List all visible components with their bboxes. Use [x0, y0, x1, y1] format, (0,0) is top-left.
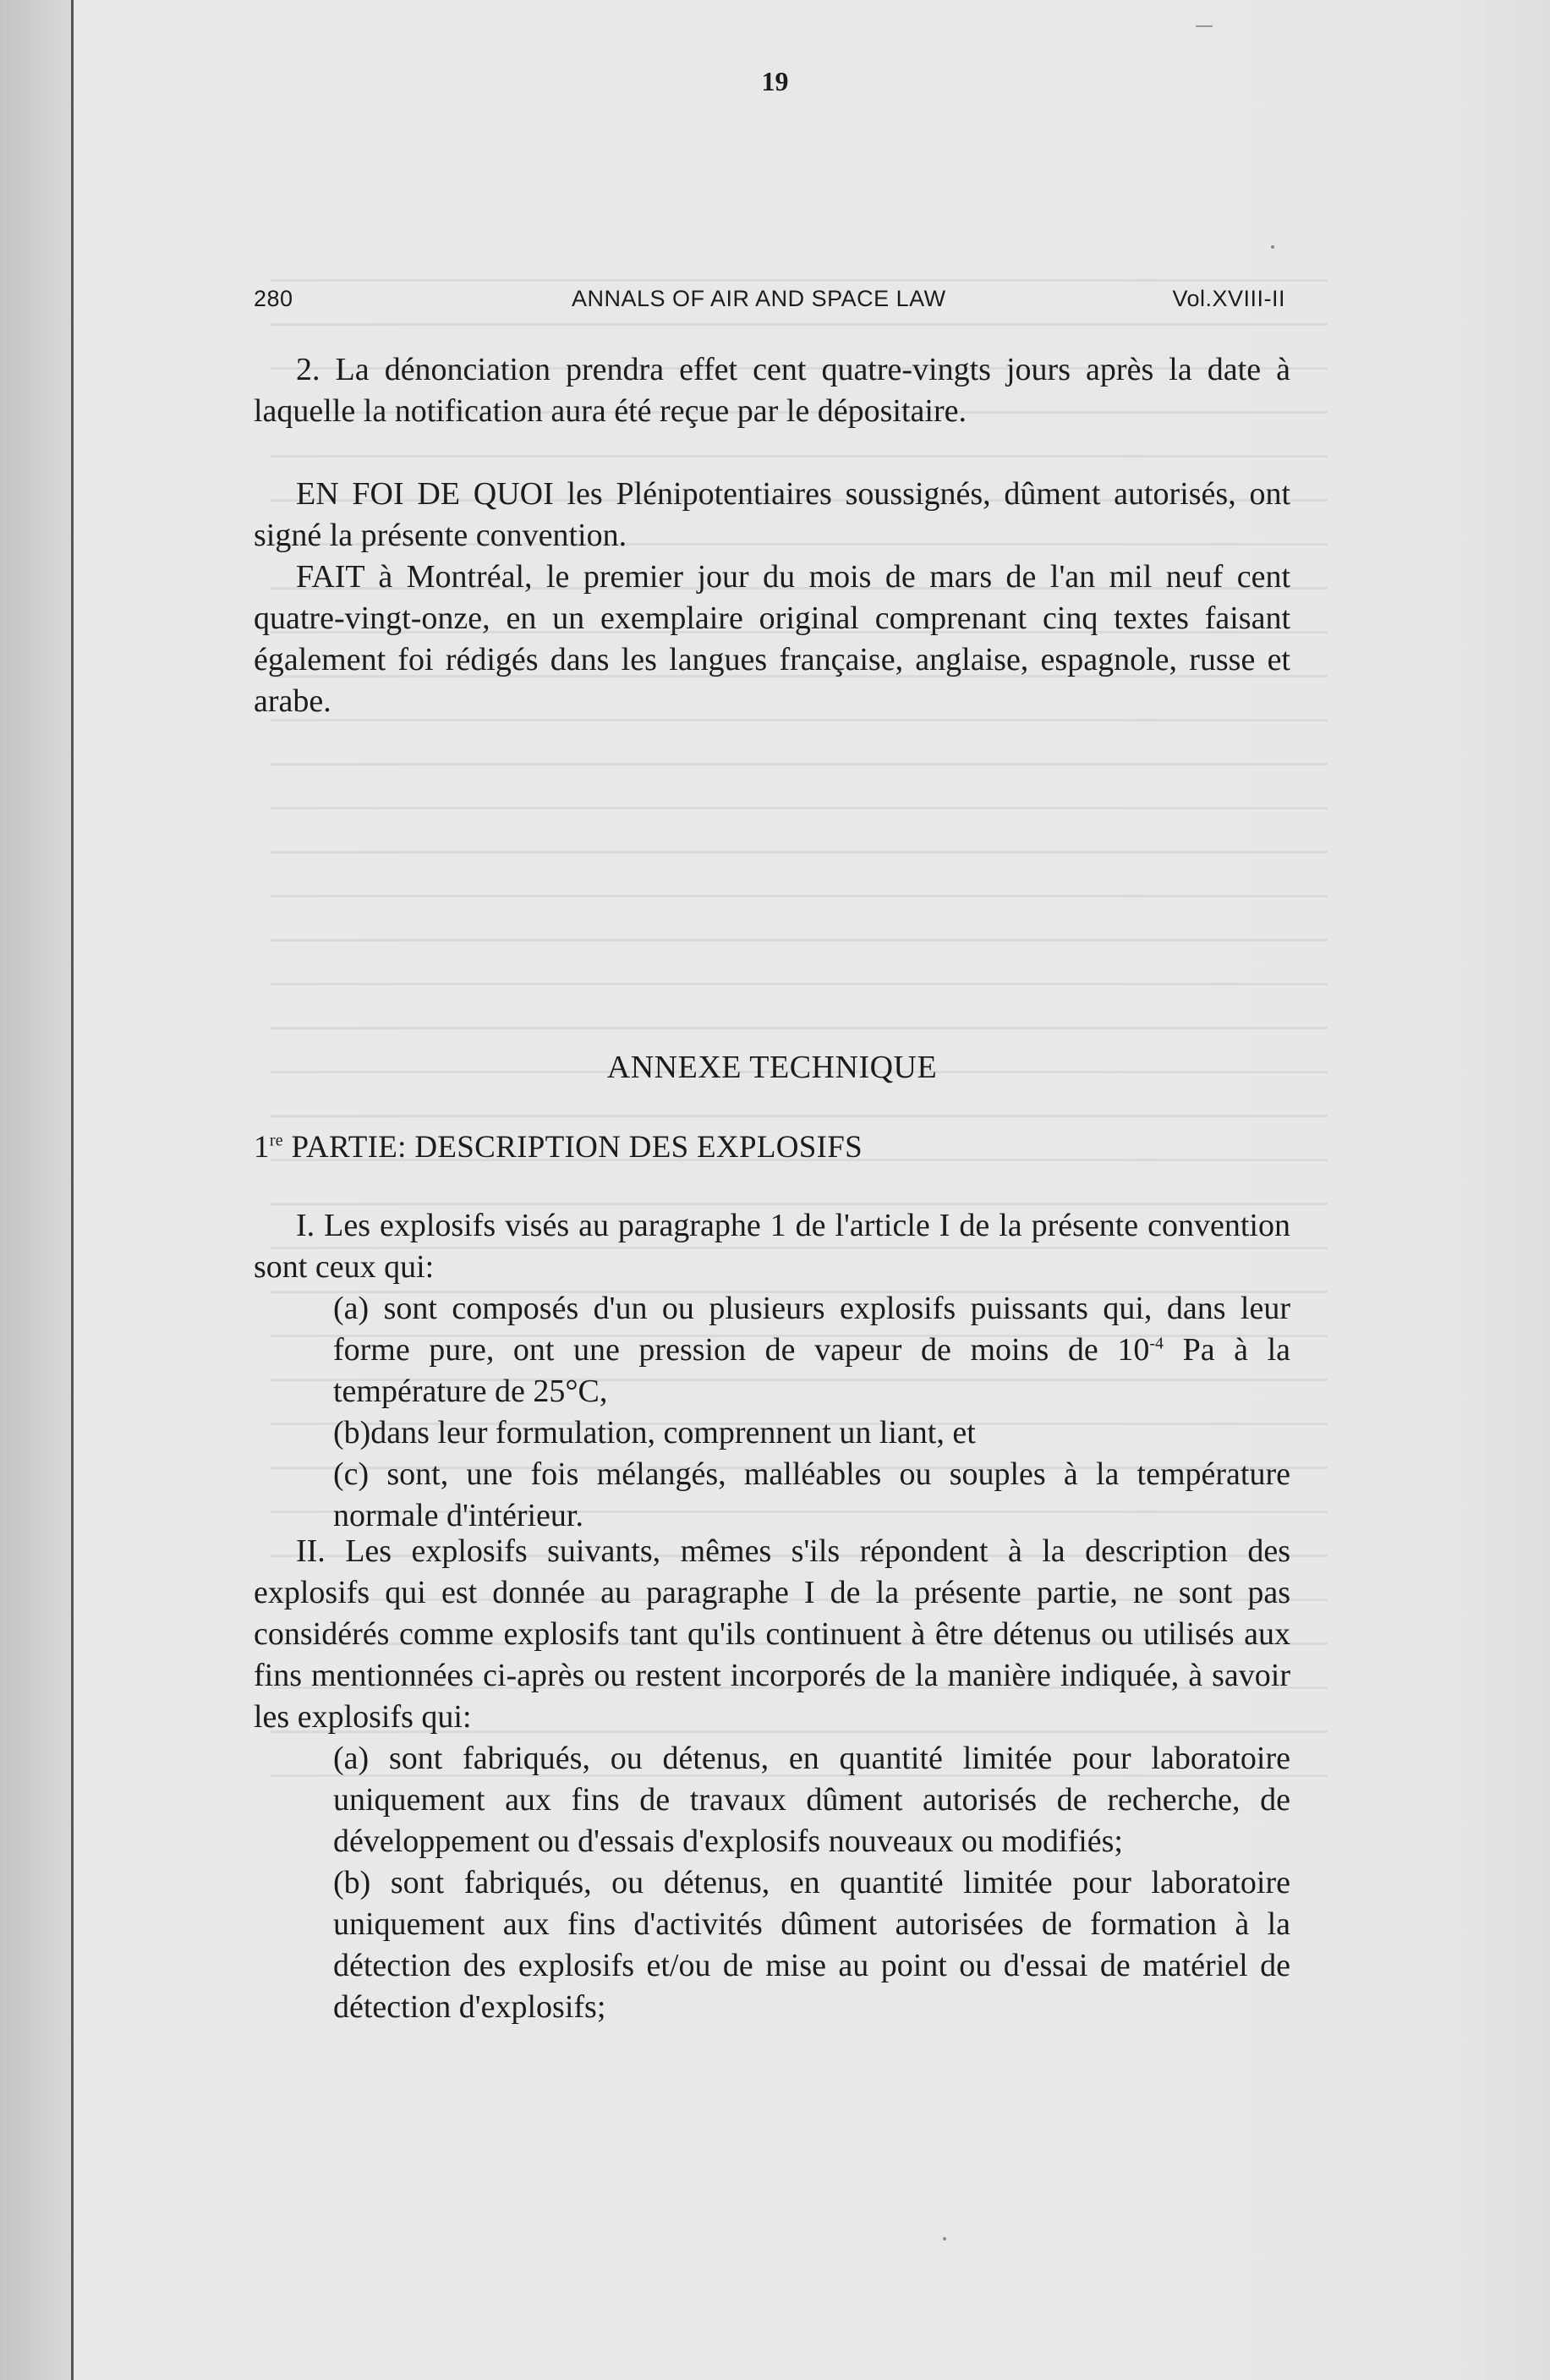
paper-speck: [943, 2237, 946, 2240]
running-head-journal-title: ANNALS OF AIR AND SPACE LAW: [572, 286, 946, 311]
part-title: PARTIE: DESCRIPTION DES EXPLOSIFS: [282, 1130, 863, 1165]
pencil-mark: [1196, 25, 1213, 27]
folio-number: 19: [761, 66, 789, 96]
part-heading: [254, 1129, 863, 1165]
item-a-text-end: Pa à la température de 25°C,: [333, 1332, 1290, 1409]
paragraph-en-foi-de-quoi: EN FOI DE QUOI les Plénipotentiaires soussignés, dûment autorisés, ont signé la présente convention.: [254, 476, 1290, 553]
book-gutter-shadow: [0, 0, 71, 2380]
section-one-item-a: [254, 1288, 1290, 1412]
section-one-intro: I. Les explosifs visés au paragraphe 1 de l'article I de la présente convention sont ceux qui:: [254, 1208, 1290, 1285]
paper-speck: [1271, 245, 1274, 249]
running-head: [254, 286, 1285, 320]
closing-provisions: [254, 349, 1290, 432]
book-spine-edge: [71, 0, 74, 2380]
section-two-item-b: (b) sont fabriqués, ou détenus, en quantité limitée pour laboratoire uniquement aux fins d'activités dûment autorisées de formation à la détection des explosifs et/ou de mise au point ou d'essai de matériel de détection d'explosifs;: [333, 1865, 1290, 2025]
vapour-pressure-exponent: -4: [1149, 1334, 1164, 1353]
annex-section-two: [254, 1531, 1290, 2028]
part-number: 1: [254, 1130, 270, 1165]
attestation-block: [254, 474, 1290, 722]
item-a-text: (a) sont composés d'un ou plusieurs explosifs puissants qui, dans leur forme pure, ont une pression de vapeur de moins de 10: [333, 1291, 1290, 1368]
part-ordinal-suffix: re: [269, 1131, 283, 1150]
running-head-page-number: 280: [254, 286, 293, 311]
section-one-item-c: (c) sont, une fois mélangés, malléables ou souples à la température normale d'intérieur.: [333, 1456, 1290, 1533]
annex-title: ANNEXE TECHNIQUE: [606, 1050, 938, 1085]
section-two-item-a: (a) sont fabriqués, ou détenus, en quantité limitée pour laboratoire uniquement aux fins de travaux dûment autorisés de recherche, de développement ou d'essais d'explosifs nouveaux ou modifiés;: [333, 1741, 1290, 1859]
running-head-volume: Vol.XVIII-II: [1172, 286, 1285, 311]
paragraph-fait-a-montreal: FAIT à Montréal, le premier jour du mois de mars de l'an mil neuf cent quatre-vingt-onze, en un exemplaire original comprenant cinq textes faisant également foi rédigés dans les langues française, anglaise, espagnole, russe et arabe.: [254, 559, 1290, 719]
section-two-intro: II. Les explosifs suivants, mêmes s'ils répondent à la description des explosifs qui est donnée au paragraphe I de la présente partie, ne sont pas considérés comme explosifs tant qu'ils continuent à être détenus ou utilisés aux fins mentionnées ci-après ou restent incorporés de la manière indiquée, à savoir les explosifs qui:: [254, 1533, 1290, 1735]
annex-section-one: [254, 1205, 1290, 1537]
paragraph-denunciation: 2. La dénonciation prendra effet cent quatre-vingts jours après la date à laquelle la notification aura été reçue par le dépositaire.: [254, 352, 1290, 429]
section-one-item-b: (b)dans leur formulation, comprennent un liant, et: [333, 1415, 976, 1450]
